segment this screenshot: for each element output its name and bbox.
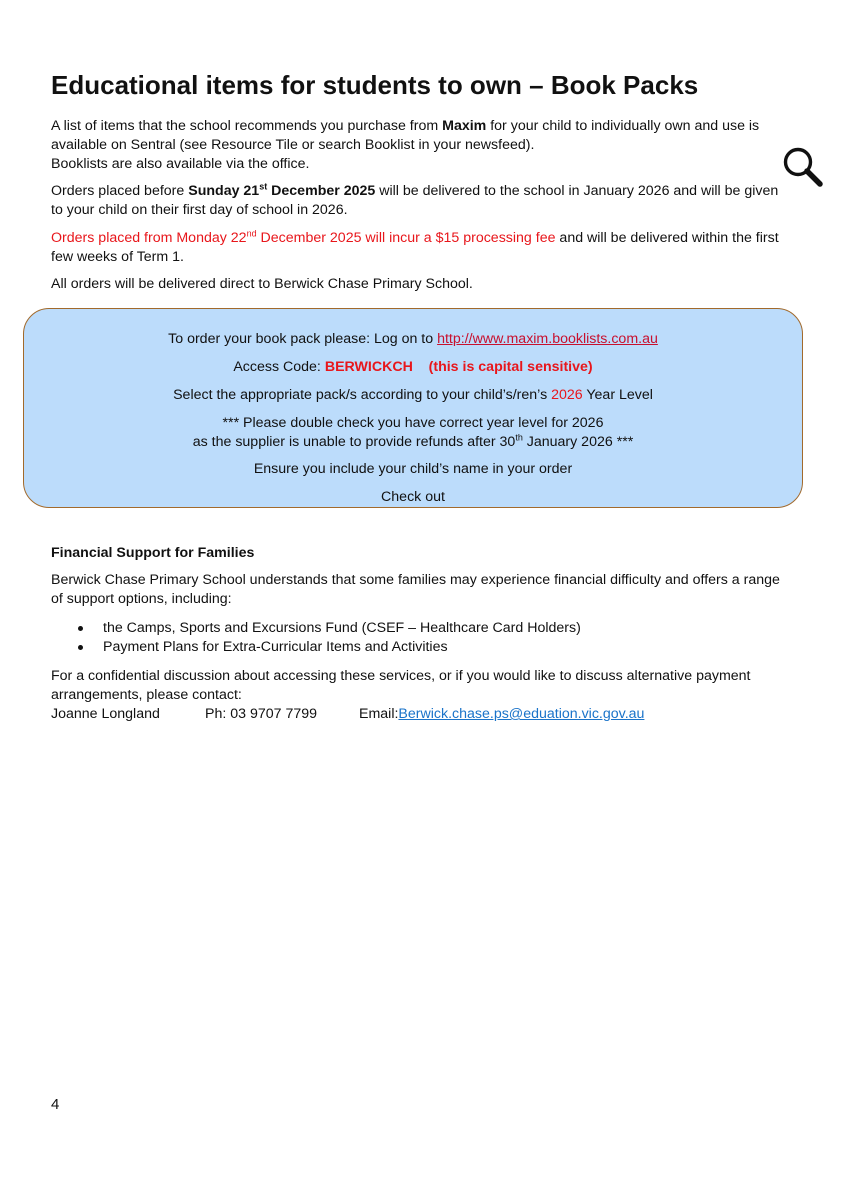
list-item: the Camps, Sports and Excursions Fund (CSEF – Healthcare Card Holders) [51,619,811,638]
intro-text: Booklists are also available via the office. [51,156,310,172]
intro-text: for your child to individually own and use is [486,118,760,134]
email-label: Email: [359,706,399,722]
orders-from-paragraph [51,229,811,267]
select-pack-text: Year Level [582,387,653,403]
contact-text: arrangements, please contact: [51,687,242,703]
contact-text: For a confidential discussion about accessing these services, or if you would like to discuss alternative payment [51,668,751,684]
search-icon [781,145,825,189]
contact-paragraph [51,667,811,724]
access-code: BERWICKCH [324,359,413,375]
financial-title: Financial Support for Families [51,545,255,561]
login-line [24,330,802,349]
processing-fee-warning: Orders placed from Monday 22nd December 2025 will incur a $15 processing fee [51,228,556,246]
orders-before-text: will be delivered to the school in January 2026 and will be given [375,183,779,199]
contact-name: Joanne Longland [51,706,160,722]
contact-phone: Ph: 03 9707 7799 [205,706,318,722]
cutoff-date: Sunday 21st December 2025 [188,181,376,199]
financial-text: Berwick Chase Primary School understands that some families may experience financial difficulty and offers a range [51,572,780,588]
select-pack-line [24,386,802,405]
delivery-text: All orders will be delivered direct to Berwick Chase Primary School. [51,276,473,292]
double-check-line: *** Please double check you have correct year level for 2026 [222,415,604,431]
login-text: To order your book pack please: Log on to [168,331,438,347]
financial-text: of support options, including: [51,591,232,607]
checkout-line: Check out [381,489,445,505]
financial-intro [51,571,811,609]
page-number: 4 [51,1096,60,1113]
orders-before-text: to your child on their first day of school in 2026. [51,202,348,218]
child-name-line: Ensure you include your child’s name in your order [253,461,573,477]
orders-before-text: Orders placed before [51,183,189,199]
access-code-label: Access Code: [233,359,325,375]
maxim-name: Maxim [442,118,487,134]
contact-email-link[interactable]: Berwick.chase.ps@eduation.vic.gov.au [398,706,645,722]
maxim-booklists-link[interactable]: http://www.maxim.booklists.com.au [437,331,658,347]
orders-from-text: few weeks of Term 1. [51,249,184,265]
support-options-list [51,619,811,657]
select-year: 2026 [551,387,583,403]
select-pack-text: Select the appropriate pack/s according to your child’s/ren’s [173,387,552,403]
intro-text: A list of items that the school recommends you purchase from [51,118,443,134]
delivery-paragraph [51,275,811,294]
orders-before-paragraph [51,182,811,220]
intro-text: available on Sentral (see Resource Tile or search Booklist in your newsfeed). [51,137,535,153]
access-code-note: (this is capital sensitive) [428,359,593,375]
orders-from-text: and will be delivered within the first [555,230,779,246]
list-item: Payment Plans for Extra-Curricular Items and Activities [51,638,811,657]
intro-paragraph [51,117,811,174]
access-code-line [24,358,802,377]
refund-line: as the supplier is unable to provide refunds after 30th January 2026 *** [192,432,634,450]
order-instructions-box [23,308,803,508]
page-title: Educational items for students to own – Book Packs [51,70,699,100]
